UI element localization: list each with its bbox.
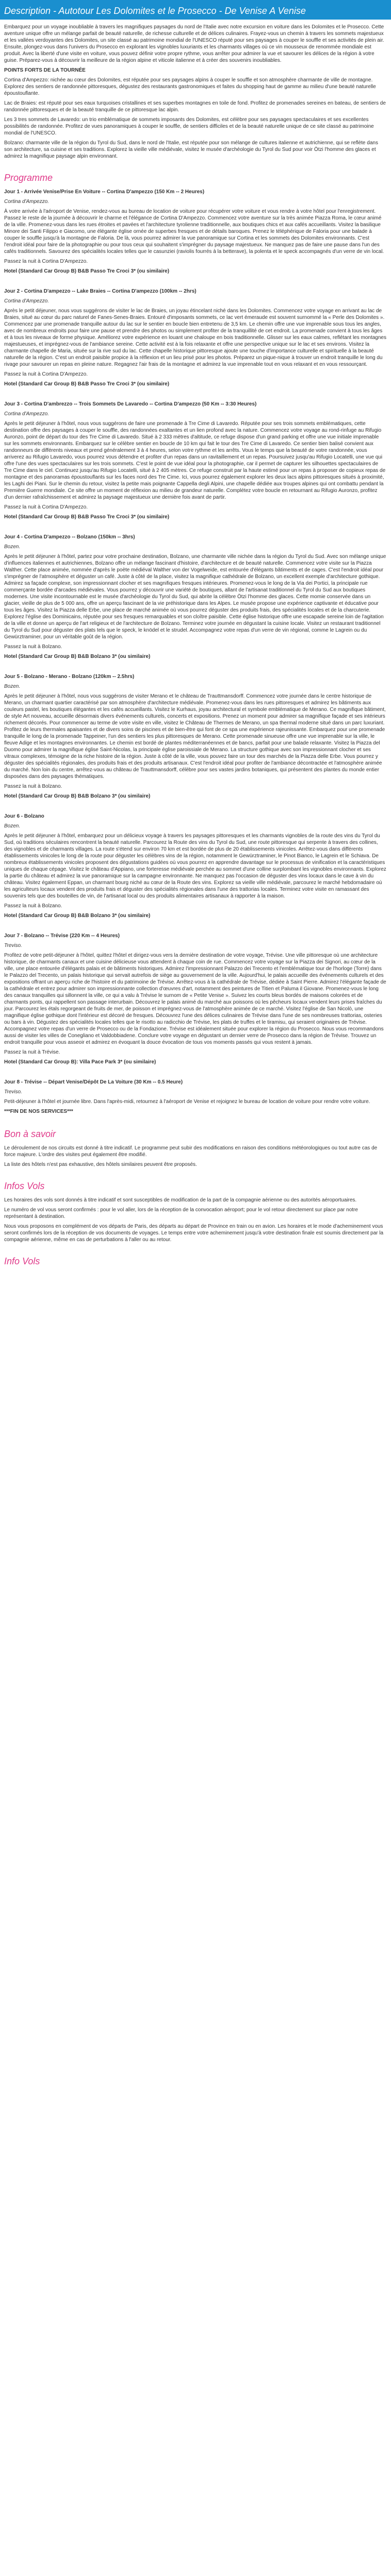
day-4 bbox=[4, 534, 387, 660]
day-heading: Jour 5 - Bolzano - Merano - Bolzano (120km -- 2.5hrs) bbox=[4, 674, 135, 680]
bon-a-savoir-text-2: La liste des hôtels n'est pas exhaustive, des hôtels similaires peuvent être proposés. bbox=[4, 1162, 197, 1167]
day-6 bbox=[4, 813, 387, 919]
day-closing: Passez la nuit à Bolzano. bbox=[4, 644, 62, 650]
day-closing: Passez la nuit à Cortina D'Ampezzo. bbox=[4, 371, 88, 377]
infos-vols-text-2: Le numéro de vol vous seront confirmés : pour le vol aller, lors de la réception de la convocation aéroport; pour le vol retour directement sur place par notre représentant à destination. bbox=[4, 1207, 358, 1219]
day-heading: Jour 7 - Bolzano -- Trévise (220 Km -- 4 Heures) bbox=[4, 933, 120, 939]
day-text: À votre arrivée à l'aéroport de Venise, rendez-vous au bureau de location de voiture pour récupérer votre voiture et vous rendre à votre hôtel pour l'enregistrement. Passez le reste de la journée à découvrir le charme et l'élégance de Cortina D'Ampezzo. Commencez votre aventure sur la très animée Piazza Roma, le cœur animé de la ville. Promenez-vous dans les rues étroites et pavées et l'architecture tyrolienne traditionnelle, aux boutiques chics et aux cafés accueillants. Visitez la basilique Minore dei Santi Filippo e Giacomo, une élégante église ornée de superbes fresques et de détails baroques. Prenez le téléphérique de Faloria pour une balade à couper le souffle jusqu'à la montagne de Faloria. De là, vous pourrez admirer la vue panoramique sur Cortina et les sommets des Dolomites environnants. C'est l'endroit idéal pour faire de la photographie ou pour tous ceux qui souhaitent s'imprégner du paysage majestueux. Ne manquez pas de faire une pause dans l'un des cafés traditionnels. Savourez des spécialités locales telles que le casunziei (raviolis fourrés à la betterave), la polenta et le speck accompagnés d'un verre de vin local. bbox=[4, 209, 384, 255]
programme-title: Programme bbox=[4, 173, 53, 183]
day-location: Bozen. bbox=[4, 823, 21, 829]
day-hotel: Hotel (Standard Car Group B) B&B Bolzano 3* (ou similaire) bbox=[4, 654, 151, 659]
day-closing: Passez la nuit à Cortina D'Ampezzo. bbox=[4, 259, 88, 264]
content bbox=[0, 20, 391, 1267]
day-location: Treviso. bbox=[4, 943, 22, 948]
day-hotel: Hotel (Standard Car Group B) B&B Passo Tre Croci 3* (ou similaire) bbox=[4, 268, 170, 274]
day-heading: Jour 1 - Arrivée Venise/Prise En Voiture -- Cortina D'ampezzo (150 Km -- 2 Heures) bbox=[4, 189, 205, 195]
infos-vols-title: Infos Vols bbox=[4, 1181, 45, 1191]
day-closing: Passez la nuit à Cortina D'Ampezzo. bbox=[4, 504, 88, 510]
day-heading: Jour 8 - Trévise -- Départ Venise/Dépôt De La Voiture (30 Km -- 0.5 Heure) bbox=[4, 1079, 183, 1085]
day-location: Bozen. bbox=[4, 544, 21, 550]
title-bar bbox=[0, 0, 391, 20]
day-hotel: Hotel (Standard Car Group B): Villa Pace Park 3* (ou similaire) bbox=[4, 1059, 156, 1065]
end-of-services: ***FIN DE NOS SERVICES*** bbox=[4, 1109, 73, 1114]
bon-a-savoir-title: Bon à savoir bbox=[4, 1129, 56, 1139]
day-2 bbox=[4, 288, 387, 387]
day-location: Bozen. bbox=[4, 684, 21, 689]
day-closing: Passez la nuit à Trévise. bbox=[4, 1049, 60, 1055]
day-text: Profitez de votre petit-déjeuner à l'hôtel, quittez l'hôtel et dirigez-vous vers la dernière destination de votre voyage, Trévise. Une ville pittoresque où une architecture historique, de charmants canaux et une cuisine délicieuse vous attendent à chaque coin de rue. Commencez votre voyage sur la Piazza dei Signori, au cœur de la ville, une place entourée d'élégants palais et de bâtiments historiques. Admirez l'impressionnant Palazzo dei Trecento et l'emblématique tour de l'horloge (Torre) dans le Palazzo del Trecento, un palais historique qui servait autrefois de siège au gouvernement de la ville. Aujourd'hui, le palais accueille des événements culturels et des expositions offrant un aperçu riche de l'histoire et du patrimoine de Trévise. Arrêtez-vous à la cathédrale de Trévise, dédiée à Saint Pierre. Admirez l'élégante façade de la cathédrale et entrez pour admirer son impressionnante collection d'œuvres d'art, notamment des peintures de Titien et Paluma il Giovane. Promenez-vous le long des canaux tranquilles qui sillonnent la ville, ce qui a valu à Trévise le surnom de « Petite Venise ». Suivez les courts bleus bordés de maisons colorées et de charmants ponts, qui rappellent son passage interurbain. Découvrez le palais animé du marché aux poissons où les pêcheurs locaux vendent leurs prises fraîches du jour. Parcourez les étals regorgeant de fruits de mer, de poisson et imprégnez-vous de l'atmosphère animée de ce marché. Visitez l'église de San Nicolò, une magnifique église gothique dont l'intérieur est décoré de fresques. Découvrez l'une des délices culinaires de Trévise dans l'une de ses nombreuses trattorias, osteries ou bars à vin. Dégustez des spécialités locales telles que le risotto au radicchio de Trévise, les plats de truffes et le tiramisu, qui seraient originaires de Trévise. Accompagnez votre repas d'un verre de Prosecco ou de la Fondazione. Trévise est idéalement située pour explorer la région du Prosecco. Nous vous recommandons aussi de visiter les villes de Conegliano et Valdobbiadene. Conclure votre voyage en dégustant un dernier verre de Prosecco dans la région de Trévise. Trouvez un endroit tranquille pour vous asseoir et admirez en évoquant la douce évocation de tous vos moments passés qui vous restent à jamais. bbox=[4, 953, 386, 1045]
day-text: Après le petit déjeuner, nous vous suggérons de visiter le lac de Braies, un joyau étincelant niché dans les Dolomites. Commencez votre voyage en arrivant au lac de Braies, situé au cœur du parc naturel de Fanes-Senes-Braies. Entouré d'imposants sommets, ce lac vert émeraude est souvent surnommé la « Perle des Dolomites ». Commencez par une promenade tranquille autour du lac sur le sentier en boucle bien entretenu de 3,5 km. Le chemin offre une vue imprenable sous tous les angles, avec de nombreux endroits pour faire une pause et prendre des photos ou simplement profiter de la tranquillité de cet endroit. La promenade convient à tous les âges et à tous les niveaux de forme physique. Améliorez votre expérience en louant une chaloupe en bois traditionnelle. Glisser sur les eaux calmes, reflétant les montagnes majestueuses, et imprégnez-vous de l'ambiance sereine. Cette activité est à la fois relaxante et offre une perspective unique sur le lac et ses environs. Visitez la charmante chapelle de Maria, située sur la rive sud du lac. Cette chapelle historique pittoresque ajoute une touche d'importance culturelle et spirituelle à la beauté naturelle de la région. C'est un endroit paisible propice à la réflexion et un lieu prisé pour les photos. Préparez un pique-nique à trouver un endroit tranquille le long du rivage pour savourer un repas en pleine nature. Regagnez l'air frais de la montagne et admirez la vue imprenable tout en vous relaxant et en vous ressourçant. bbox=[4, 308, 386, 367]
infos-vols-text-3: Nous vous proposons en complément de vos départs de Paris, des départs au départ de Province en train ou en avion. Les horaires et le mode d'acheminement vous seront confirmés lors de la réception de vos documents de voyages. Le temps entre votre acheminement jusqu'à votre destination finale est soumis directement par la compagnie aérienne, même en cas de perturbations à l'aller ou au retour. bbox=[4, 1224, 384, 1243]
infos-vols-text-1: Les horaires des vols sont donnés à titre indicatif et sont susceptibles de modification de la part de la compagnie aérienne ou des autorités aéroportuaires. bbox=[4, 1197, 357, 1203]
day-hotel: Hotel (Standard Car Group B) B&B Passo Tre Croci 3* (ou similaire) bbox=[4, 381, 170, 387]
intro-paragraph: Embarquez pour un voyage inoubliable à travers les magnifiques paysages du nord de l'Italie avec notre excursion en voiture dans les Dolomites et le Prosecco. Cette aventure unique offre un mélange parfait de beauté naturelle, de richesse culturelle et de délices culinaires. Frayez-vous un chemin à travers les sommets majestueux et les vallées verdoyantes des Dolomites, un site classé au patrimoine mondial de l'UNESCO réputé pour ses paysages à couper le souffle et ses activités de plein air. Ensuite, plongez-vous dans l'univers du Prosecco en explorant les vignobles luxuriants et les charmants villages où ce vin mousseux de renommée mondiale est produit. Avec la liberté d'une visite en voiture, vous pouvez définir votre propre rythme, vous arrêter pour admirer la vue et savourer les délices de la région à votre guise. Préparez-vous à découvrir la meilleure de la région alpine et viticole italienne et à créer des souvenirs inoubliables. bbox=[4, 24, 384, 63]
day-location: Treviso. bbox=[4, 1089, 22, 1095]
highlight-bolzano: Bolzano: charmante ville de la région du Tyrol du Sud, dans le nord de l'Italie, est réputée pour son mélange de cultures italienne et autrichienne, qui se reflète dans son architecture, sa cuisine et ses traditions. Explorez la vieille ville médiévale, visitez le musée d'archéologie du Tyrol du Sud pour voir Ötzi l'homme des glaces et admirez la magnifique paysage alpin environnant. bbox=[4, 140, 378, 159]
day-8 bbox=[4, 1079, 387, 1115]
day-location: Cortina d'Ampezzo. bbox=[4, 411, 49, 417]
highlight-lavaredo: Les 3 tres sommets de Lavaredo: un trio emblématique de sommets imposants des Dolomites, est célèbre pour ses paysages spectaculaires et ses excellentes possibilités de randonnée. Profitez de vues panoramiques à couper le souffle, de sentiers difficiles et de la beauté naturelle unique de ce site classé au patrimoine mondial de l'UNESCO. bbox=[4, 117, 374, 136]
day-closing: Passez la nuit à Bolzano. bbox=[4, 903, 62, 909]
day-5 bbox=[4, 673, 387, 800]
day-hotel: Hotel (Standard Car Group B) B&B Passo Tre Croci 3* (ou similaire) bbox=[4, 514, 170, 520]
day-hotel: Hotel (Standard Car Group B) B&B Bolzano 3* (ou similaire) bbox=[4, 793, 151, 799]
day-closing: Passez la nuit à Bolzano. bbox=[4, 784, 62, 789]
day-text: Petit-déjeuner à l'hôtel et journée libre. Dans l'après-midi, retournez à l'aéroport de Venise et rejoignez le bureau de location de voiture pour rendre votre voiture. bbox=[4, 1099, 370, 1105]
day-heading: Jour 4 - Cortina D'ampezzo -- Bolzano (150km -- 3hrs) bbox=[4, 534, 135, 540]
bon-a-savoir-text-1: Le déroulement de nos circuits est donné à titre indicatif. Le programme peut subir des modifications en raison des conditions météorologiques ou tout autre cas de force majeure. L'ordre des visites peut également être modifié. bbox=[4, 1145, 378, 1158]
day-1 bbox=[4, 189, 387, 275]
highlight-braies: Lac de Braies: est réputé pour ses eaux turquoises cristallines et ses superbes montagnes en toile de fond. Profitez de promenades sereines en bateau, de sentiers de randonnée pittoresques et de la beauté tranquille de ce pittoresque lac alpin. bbox=[4, 100, 386, 113]
page-title: Description - Autotour Les Dolomites et le Prosecco - De Venise A Venise bbox=[4, 6, 306, 16]
day-hotel: Hotel (Standard Car Group B) B&B Bolzano 3* (ou similaire) bbox=[4, 913, 151, 919]
day-3 bbox=[4, 401, 387, 520]
day-text: Après le petit déjeuner à l'hôtel, embarquez pour un délicieux voyage à travers les paysages pittoresques et les charmants vignobles de la route des vins du Tyrol du Sud, où traditions séculaires rencontrent la beauté naturelle. Parcourez la Route des vins du Tyrol du Sud, une route pittoresque qui serpente à travers des collines, des vignobles et de charmants villages. La route s'étend sur environ 70 km et est bordée de plus de 20 établissements vinicoles. Arrêtez-vous dans différents établissements vinicoles le long de la route pour déguster les célèbres vins de la région, notamment le Gewürztraminer, le Pinot Bianco, le Lagrein et le Schiava. De nombreux établissements vinicoles proposent des dégustations guidées où vous pourrez en apprendre davantage sur le processus de vinification et la caractéristiques uniques de chaque cépage. Visitez le château d'Appiano, une forteresse médiévale perchée au sommet d'une colline surplombant les vignobles environnants. Explorez la partie du château et admirez la vue panoramique sur la campagne environnante. Ne manquez pas l'occasion de déguster des vins locaux dans le cave à vin du château. Visitez également Eppan, un charmant bourg niché au cœur de la Route des vins. Explorez sa vieille ville médiévale, parcourez le marché hebdomadaire où les agriculteurs locaux vendent des produits frais et déguster des spécialités régionales dans l'une des trattorias locales. Terminez votre visite en ramassant des souvenirs tels que des bouteilles de vin, de l'artisanat local ou des produits alimentaires artisanaux à rapporter à la maison. bbox=[4, 833, 386, 899]
day-text: Après le petit déjeuner à l'hôtel, partez pour votre prochaine destination, Bolzano, une charmante ville nichée dans la région du Tyrol du Sud. Avec son mélange unique d'influences italiennes et autrichiennes, Bolzano offre un mélange fascinant d'histoire, d'architecture et de beauté naturelle. Commencez votre visite sur la Piazza Walther. Cette place animée, nommée d'après le poète médiéval Walther von der Vogelweide, est entourée d'élégants bâtiments et de cages. C'est l'endroit idéal pour s'imprégner de l'atmosphère et déguster un café. Juste à côté de la place, visitez la magnifique cathédrale de Bolzano, un excellent exemple d'architecture gothique. Admirez sa façade complexe, son impressionnant clocher et ses magnifiques fresques intérieures. Promenez-vous le long de la Via dei Portici, la principale rue commerçante bordée d'arcades médiévales. Vous pourrez y découvrir une variété de boutiques, allant de l'artisanat traditionnel du Tyrol du Sud aux boutiques modernes. Une visite incontournable est le musée d'archéologie du Tyrol du Sud, qui abrite la célèbre Ötzi l'homme des glaces. Cette momie conservée dans un glacier, vieille de plus de 5 000 ans, offre un aperçu fascinant de la vie préhistorique dans les Alpes. Le musée propose une expérience captivante et éducative pour tous les âges. Visitez la Piazza delle Erbe, une place de marché animée où vous pourrez déguster des produits frais, des spécialités locales et de la charcuterie. Explorez l'église des Dominicains, réputée pour ses fresques remarquables et son cloître paisible. Cette église historique offre une escapade sereine loin de l'agitation de la ville et donne un aperçu de l'art religieux et de l'architecture de Bolzano. Terminez votre journée en dégustant la cuisine locale. Visitez un restaurant traditionnel du Tyrol du Sud pour déguster des plats tels que le speck, le knödel et le strudel. Accompagnez votre repas d'un verre de vin régional, comme le Lagrein ou du Gewürztraminer, pour un véritable goût de la région. bbox=[4, 554, 386, 640]
info-vols-footer-title: Info Vols bbox=[4, 1256, 40, 1266]
points-forts-title: POINTS FORTS DE LA TOURNÉE bbox=[4, 67, 86, 73]
day-heading: Jour 3 - Cortina D'ambrezzo -- Trois Sommets De Lavaredo -- Cortina D'ampezzo (50 Km -- 3:30 Heures) bbox=[4, 401, 257, 407]
day-heading: Jour 6 - Bolzano bbox=[4, 814, 44, 819]
day-7 bbox=[4, 933, 387, 1065]
day-location: Cortina d'Ampezzo. bbox=[4, 199, 49, 205]
day-heading: Jour 2 - Cortina D'ampezzo -- Lake Braies -- Cortina D'ampezzo (100km -- 2hrs) bbox=[4, 289, 197, 294]
day-text: Après le petit déjeuner à l'hôtel, nous vous suggérons de visiter Merano et le château de Trauttmansdorff. Commencez votre journée dans le centre historique de Merano, un charmant quartier caractérisé par son atmosphère d'architecture médiévale. Promenez-vous dans les rues pittoresques et admirez les bâtiments aux couleurs pastel, les boutiques élégantes et les cafés accueillants. Visitez le Kurhaus, joyau architectural et symbole emblématique de Merano. Ce magnifique bâtiment, de style Art nouveau, accueille désormais divers événements culturels, concerts et expositions. Prenez un moment pour admirer sa magnifique façade et ses intérieurs richement décorés. Pour commencer au terme de votre visite en ville, visitez le Château de Thermes de Merano, un spa thermal moderne situé dans un parc luxuriant. Profitez de leurs thermales apaisantes et de divers soins de piscines et de bien-être qui font de ce spa une expérience rajeunissante. Embarquez pour une promenade tranquille le long de la promenade Tappeiner, l'un des sentiers les plus pittoresques de Merano. Cette promenade sinueuse offre une vue imprenable sur la ville, le fleuve Adige et les montagnes environnantes. Le chemin est bordé de plantes méditerranéennes et de bancs, parfait pour une balade relaxante. Visitez la Piazza del Duomo pour admirer la magnifique église Saint-Nicolas, la principale église paroissiale de Merano. La structure gothique avec son impressionnant clocher et ses vitraux complexes, témoigne de la riche histoire de la région. Juste à côté de la ville, vous pouvez faire un tour des marchés de la Piazza delle Erbe. Vous pourrez y déguster des spécialités régionales, des produits frais et des produits artisanaux. C'est l'endroit idéal pour profiter de l'ambiance décontractée et l'atmosphère animée du marché. Non loin du centre, arrêtez-vous au château de Trauttmansdorff, célèbre pour ses vastes jardins botaniques, qui présentent des plantes du monde entier disposées dans des paysages thématiques. bbox=[4, 693, 386, 779]
day-text: Après le petit déjeuner à l'hôtel, nous vous suggérons de faire une promenade à Tre Cime di Lavaredo. Réputée pour ses trois sommets emblématiques, cette destination offre des paysages à couper le souffle, des randonnées exaltantes et un lien profond avec la nature. Commencez votre voyage au rond-rinfuge au Rifugio Auronzo, point de départ du tour des Tre Cime di Lavaredo. Situé à 2 333 mètres d'altitude, ce refuge dispose d'un grand parking et offre une vue initiale imprenable sur les sommets environnants. Embarquez sur le célèbre sentier en boucle de 10 km qui fait le tour des Tre Cime di Lavaredo. Ce sentier bien balisé convient aux randonneurs de différents niveaux et prend généralement 3 à 4 heures, selon votre rythme et les arrêts. Vous le temps que la beauté de votre randonnée, vous arriverez au Rifugio Lavaredo, vous pourrez vous détendre et profiter d'un repas dans un ravitaillement et un repas. Poursuivez jusqu'au Rifugio Locatelli, une vue qui offre l'une des vues spectaculaires sur les trois sommets. C'est le point de vue idéal pour la photographie, car il permet de capturer les silhouettes spectaculaires de Tre Cime dans le ciel. Continuez jusqu'au Rifugio Locatelli, situé à 2 405 mètres. Ce refuge construit par la haute estimé pour un repas à proposer de copieux repas de montagne et des panoramas époustouflants sur les faces nord des Tre Cime. Ici, vous pourrez également explorer les deux lacs alpins pittoresques situés à proximité, les Laghi dei Piani. Sur le chemin du retour, visitez la petite mais poignante Cappella degli Alpini, une chapelle dédiée aux troupes alpines qui ont combattu pendant la Première Guerre mondiale. Ce site offre un moment de réflexion au milieu de grandeur naturelle. Complétez votre boucle en retournant au Rifugio Auronzo, profitez d'un dernier rafraîchissement et admirez la paysage majestueux une dernière fois avant de partir. bbox=[4, 421, 386, 500]
highlight-cortina: Cortina d'Ampezzo: nichée au cœur des Dolomites, est réputée pour ses paysages alpins à couper le souffle et son atmosphère charmante de ville de montagne. Explorez des sentiers de randonnée pittoresques, dégustez des restaurants gastronomiques et faites du shopping haut de gamme au milieu d'une beauté naturelle époustouflante. bbox=[4, 77, 376, 96]
day-location: Cortina d'Ampezzo. bbox=[4, 298, 49, 304]
